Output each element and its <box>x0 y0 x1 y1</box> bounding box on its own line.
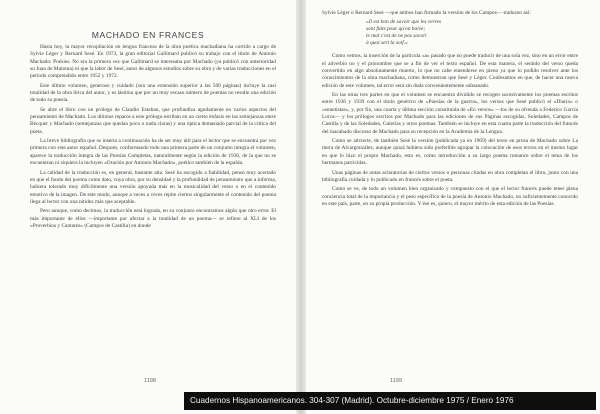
verse-line: «Il est bon de savoir que les verres <box>366 19 442 26</box>
paragraph: La calidad de la traducción es, en general, bastante alta. Sesé ha escogido a fiabilidad, pensó muy acertado en que el fondo del poema como dato, cuya obra, por su densidad y la profundidad de pensamiento que a informa, hubiera tolerado muy difícilmente una versión apoyada más en la musicalidad del verso o en el contenido emotivo de la imagen. De este modo, aunque a veces a veces repite ciertos singularmente el contenido del poema llega al lector con una nitidez más que aceptable. <box>30 169 276 205</box>
paragraph: Como se advierte, de también Sesé la versión (publicada ya en 1969) del texto en prosa de Machado sobre La tierra de Alvargonzález, aunque quizá hubiera sido preferible agrupar la colocación de esos textos en el mismo lugar en que lo hizo el propio Machado, esto es, como introducción a su largo poema romance sobre el tema de los hermanos parricidas. <box>322 138 578 167</box>
page-number-left: 1198 <box>144 378 157 384</box>
paragraph: Este último volumen, generoso y cuidado (son una extensión superior a las 500 páginas) incluye la casi totalidad de la obra lírica del autor, y es lástima que por un muy escaso número de poemas no resulte una edición de todo su poesía. <box>30 82 276 104</box>
paragraph: Como se ve, de todo un volumen bien organizado y compuesto con el que el lector francés puede tener plena conciencia total de la importancia y el peso específico de la poesía de Antonio Machado, no suficientemente conocido en este país, parte, en su propia producción. Y ése es, quiero, el mayor mérito de esta edición de las Poesías. <box>322 186 578 207</box>
paragraph: Pero aunque, como decimos, la traducción está lograda, en su conjunto encontramos algún que otro error. El más importante de ellos —importante por afectar a la totalidad de un poema— se refiere al XLI de los «Proverbios y Cantares» (Campos de Castilla) en donde <box>30 208 276 229</box>
page-number-right: 1199 <box>390 378 403 384</box>
paragraph: Unas páginas de notas aclaratorias de ciertos versos o personas citadas en obra completan el libro, junto con una bibliografía cuidada y lo publicado en francés sobre el poeta. <box>322 169 578 183</box>
paragraph: Como vemos, la inserción de la partícula «a» pasado que no puede traducir de una sola vez, sino en un error entre el adverbio no y el pronombre que se a fin de ver el texto español. De esta manera, el sentido del verso queda convertido en algo absolutamente muerto, lo que no cabe entenderse en pleno ya que lo podido resolver ante los conocimientos de la obra machadiana, como demuestran que Sesé y Léger. Confesamos en que, de hacer una nueva edición de este volumen, tal error será sin duda convenientemente subsanado. <box>322 53 578 89</box>
right-text-column <box>322 10 578 210</box>
verse-line: sont faits pour qu'on boive; <box>366 26 426 33</box>
verse-line: à quoi sert la soif.» <box>366 40 408 47</box>
paragraph: Sylvie Léger o Bernard Sesé —que ambos han firmado la versión de los Campos— traducen así: <box>322 10 531 16</box>
right-page <box>306 0 600 390</box>
paragraph: La breve bibliografía que se inserta a continuación ha de ser muy útil para el lector que se encuentra por vez primera con este autor español. Después, conformando todo una primera parte de un conjunto integra el volumen, aparece la traducción íntegra de las Poesías Completas, naturalmente según la edición de 1936, de la que no se encuentran ni siquiera la incluyen «Oración por Antonio Machado», poético también de la espalda. <box>30 138 276 167</box>
paragraph: En las otras tres partes en que el volumen se encuentra dividido se recogen sucesivamente los poemas escritos entre 1936 y 1939 con el título genérico de «Poesías de la guerra», los versos que Sesé publicó el «Diario» o «sonetistas», y, por fin, una cuarta y última sección constituida de «En versos» —los de su ofrenda a Federico García Lorca— y los prólogos escritos por Machado para las ediciones de sus Páginas escogidas, Soledades, Campos de Castilla y de las Soledades, Galerías y otros poemas. También se incluye en esta cuarta parte la traducción del francés del inacabado discurso de Machado para su recepción en la Academia de la Lengua. <box>322 92 578 135</box>
paragraph: Hasta hoy, la mayor recopilación en lengua francesa de la obra poética machadiana ha corrido a cargo de Sylvie Léger y Bernard Sesé. En 1973, la gran editorial Gallimard publicó su trabajo con el título de Antonio Machado: Poésies. No era la primera vez que Gallimard se interesaba por Machado (ya publicó con anterioridad su Juan de Mairena) ni que la labor de Sesé, autor de algunos estudios sobre su obra y de varias traducciones en el período comprendido entre 1952 y 1972. <box>30 44 276 80</box>
verse-line: le mal c'est de ne pas savoir <box>366 33 427 40</box>
article-title: MACHADO EN FRANCES <box>91 30 205 40</box>
left-page <box>0 0 296 390</box>
paragraph: Se abre el libro con un prólogo de Claudio Esteban, que profundiza agudamente en varios aspectos del pensamiento de Machado. Los últimos reparos a este prólogo estriban en un cierto énfasis en las semejanzas entre Bécquer y Machado (semejanzas que quedan poco o nada claras) y una óptica demasiado parcial de la crítica del poeta. <box>30 106 276 135</box>
source-caption: Cuadernos Hispanoamericanos. 304-307 (Madrid). Octubre-diciembre 1975 / Enero 1976 <box>184 392 596 410</box>
book-gutter <box>296 0 306 414</box>
left-text-column <box>30 44 276 232</box>
quoted-verse <box>366 19 578 47</box>
